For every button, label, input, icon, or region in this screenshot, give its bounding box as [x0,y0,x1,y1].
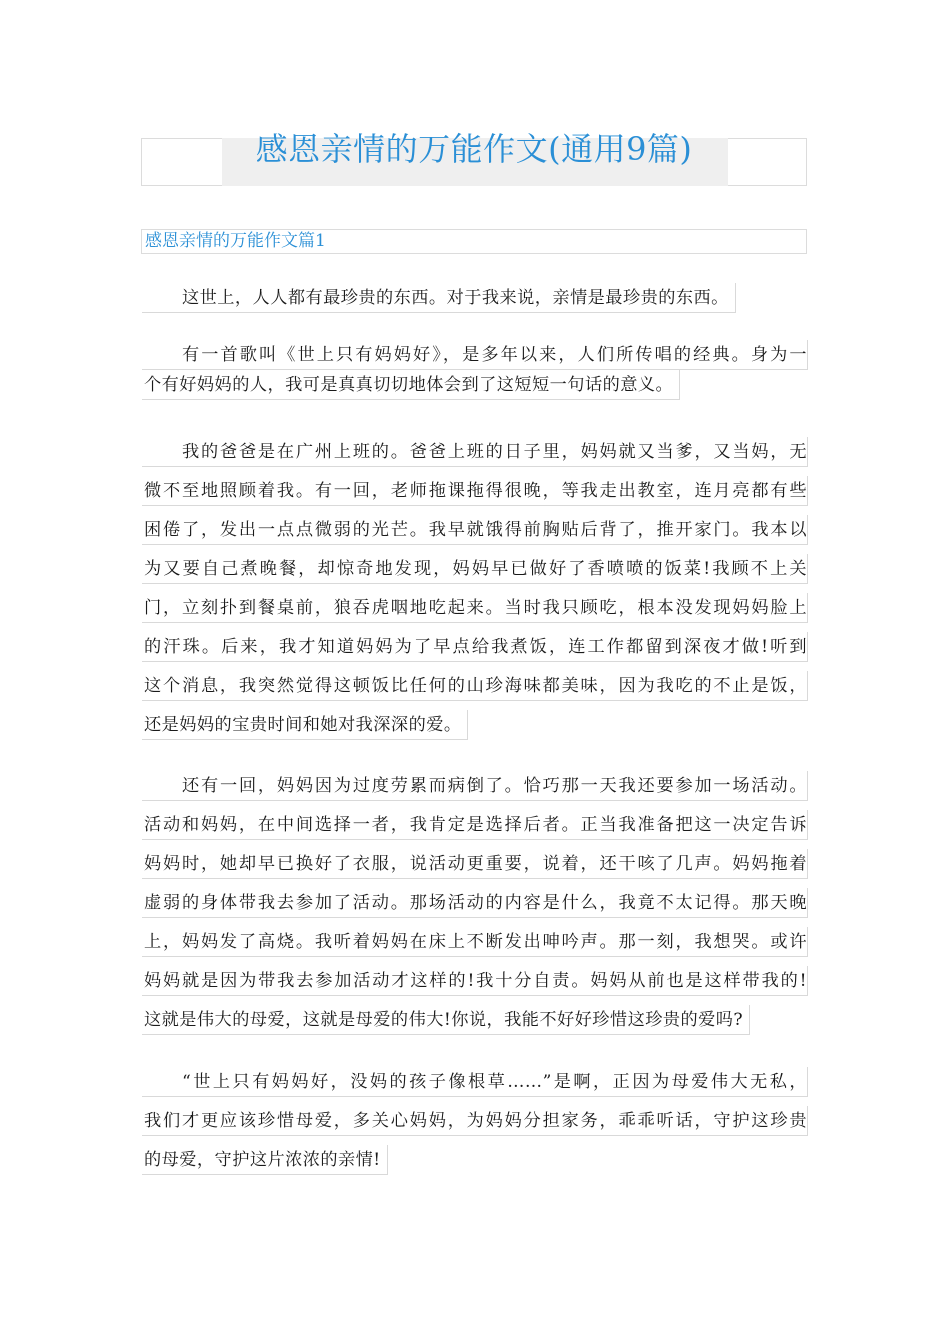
paragraph-line: 困倦了，发出一点点微弱的光芒。我早就饿得前胸贴后背了，推开家门。我本以 [142,515,808,545]
paragraph-line: 这个消息，我突然觉得这顿饭比任何的山珍海味都美味，因为我吃的不止是饭， [142,671,808,701]
paragraph-line: 上，妈妈发了高烧。我听着妈妈在床上不断发出呻吟声。那一刻，我想哭。或许 [142,927,808,957]
paragraph-line: 妈妈时，她却早已换好了衣服，说活动更重要，说着，还干咳了几声。妈妈拖着 [142,849,808,879]
section-heading: 感恩亲情的万能作文篇1 [141,229,807,254]
paragraph-line: 还是妈妈的宝贵时间和她对我深深的爱。 [142,710,468,740]
paragraph-line: “世上只有妈妈好，没妈的孩子像根草……”是啊，正因为母爱伟大无私， [142,1067,808,1097]
paragraph-line: 妈妈就是因为带我去参加活动才这样的!我十分自责。妈妈从前也是这样带我的! [142,966,808,996]
paragraph-5 [142,1067,808,1185]
paragraph-line: 的母爱，守护这片浓浓的亲情! [142,1145,388,1175]
paragraph-3 [142,437,808,750]
paragraph-line: 门，立刻扑到餐桌前，狼吞虎咽地吃起来。当时我只顾吃，根本没发现妈妈脸上 [142,593,808,623]
paragraph-line: 活动和妈妈，在中间选择一者，我肯定是选择后者。正当我准备把这一决定告诉 [142,810,808,840]
paragraph-line: 我的爸爸是在广州上班的。爸爸上班的日子里，妈妈就又当爹，又当妈，无 [142,437,808,467]
paragraph-line: 这世上，人人都有最珍贵的东西。对于我来说，亲情是最珍贵的东西。 [142,283,736,313]
paragraph-line: 个有好妈妈的人，我可是真真切切地体会到了这短短一句话的意义。 [142,370,680,400]
paragraph-line: 为又要自己煮晚餐，却惊奇地发现，妈妈早已做好了香喷喷的饭菜!我顾不上关 [142,554,808,584]
paragraph-line: 的汗珠。后来，我才知道妈妈为了早点给我煮饭，连工作都留到深夜才做!听到 [142,632,808,662]
paragraph-line: 有一首歌叫《世上只有妈妈好》，是多年以来，人们所传唱的经典。身为一 [142,340,808,370]
paragraph-1 [142,283,808,323]
paragraph-line: 这就是伟大的母爱，这就是母爱的伟大!你说，我能不好好珍惜这珍贵的爱吗? [142,1005,750,1035]
paragraph-line: 虚弱的身体带我去参加了活动。那场活动的内容是什么，我竟不太记得。那天晚 [142,888,808,918]
paragraph-4 [142,771,808,1045]
paragraph-line: 微不至地照顾着我。有一回，老师拖课拖得很晚，等我走出教室，连月亮都有些 [142,476,808,506]
document-title: 感恩亲情的万能作文(通用9篇) [255,130,693,168]
paragraph-line: 我们才更应该珍惜母爱，多关心妈妈，为妈妈分担家务，乖乖听话，守护这珍贵 [142,1106,808,1136]
paragraph-line: 还有一回，妈妈因为过度劳累而病倒了。恰巧那一天我还要参加一场活动。 [142,771,808,801]
paragraph-2 [142,340,808,410]
